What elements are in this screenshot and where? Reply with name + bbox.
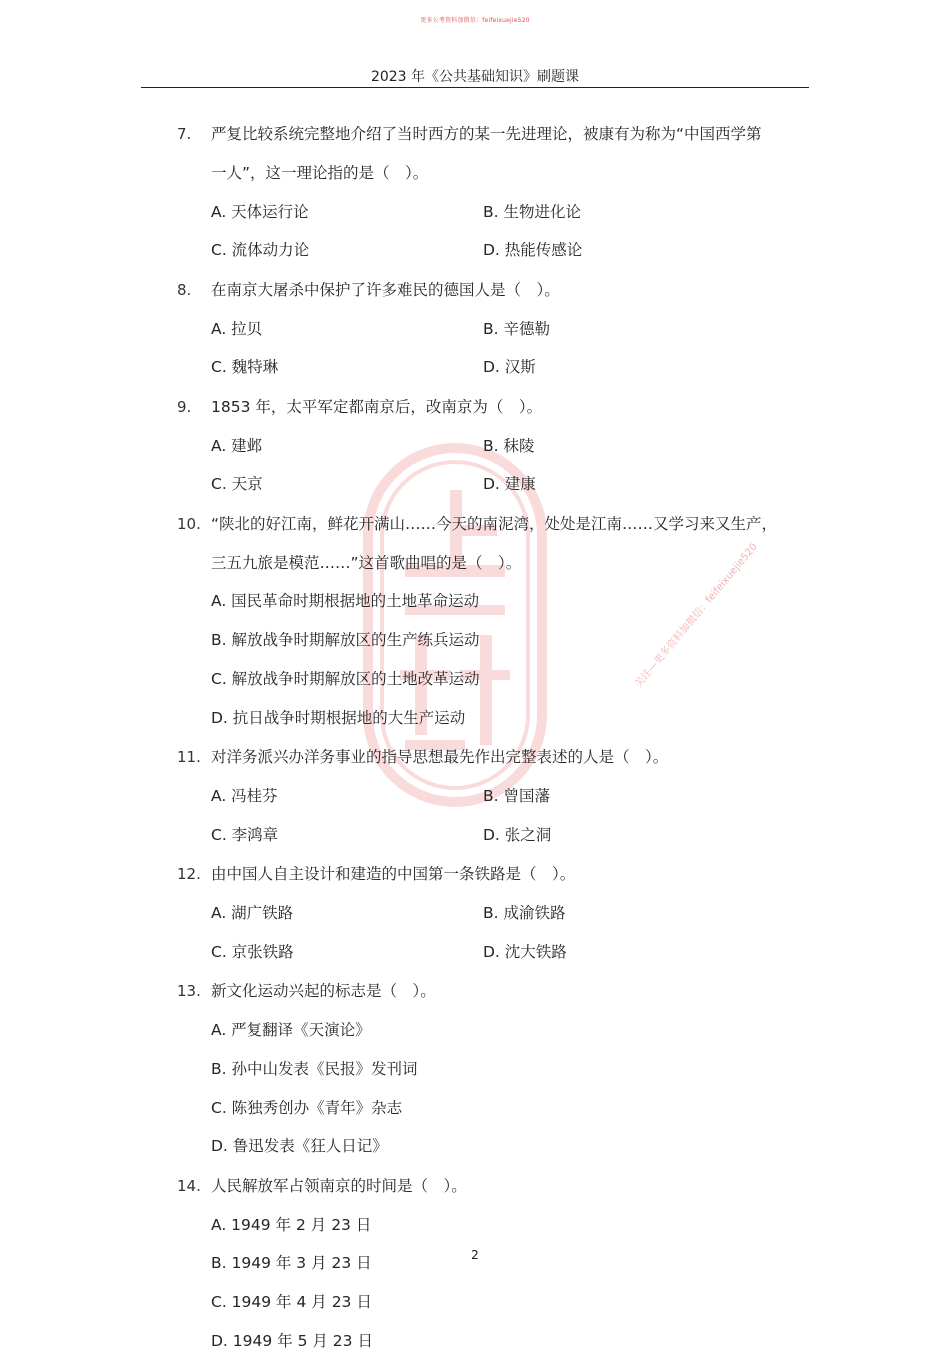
answer-option: A. 国民革命时期根据地的土地革命运动 [211, 592, 480, 611]
answer-option: C. 魏特琳 [211, 358, 279, 377]
question-text: 由中国人自主设计和建造的中国第一条铁路是（ ）。 [211, 865, 576, 884]
answer-option: A. 天体运行论 [211, 202, 309, 221]
answer-option: B. 辛德勒 [483, 319, 550, 338]
question-text: 一人”，这一理论指的是（ ）。 [211, 163, 429, 182]
answer-option: D. 张之洞 [483, 825, 552, 844]
page-number: 2 [471, 1248, 479, 1262]
question-text: 人民解放军占领南京的时间是（ ）。 [211, 1176, 467, 1195]
answer-option: B. 1949 年 3 月 23 日 [211, 1254, 372, 1273]
answer-option: A. 严复翻译《天演论》 [211, 1021, 371, 1039]
answer-option: D. 沈大铁路 [483, 942, 567, 961]
answer-option: B. 生物进化论 [483, 202, 581, 221]
answer-option: C. 流体动力论 [211, 241, 310, 260]
page-header: 2023 年《公共基础知识》刷题课 [370, 69, 580, 85]
answer-option: D. 鲁迅发表《狂人日记》 [211, 1137, 388, 1156]
question-number: 14. [177, 1176, 201, 1195]
answer-option: B. 曾国藩 [483, 787, 550, 805]
answer-option: C. 解放战争时期解放区的土地改革运动 [211, 670, 480, 688]
answer-option: D. 建康 [483, 475, 536, 494]
question-text: 对洋务派兴办洋务事业的指导思想最先作出完整表述的人是（ ）。 [211, 748, 669, 767]
answer-option: C. 陈独秀创办《青年》杂志 [211, 1098, 403, 1117]
question-number: 12. [177, 865, 201, 884]
watermark-text: 关注—更多资料加微信：feifeixuejie520 [633, 541, 760, 690]
answer-option: D. 1949 年 5 月 23 日 [211, 1332, 373, 1350]
answer-option: C. 李鸿章 [211, 825, 279, 844]
question-text: 严复比较系统完整地介绍了当时西方的某一先进理论，被康有为称为“中国西学第 [211, 125, 762, 143]
answer-option: B. 解放战争时期解放区的生产练兵运动 [211, 631, 480, 650]
answer-option: D. 汉斯 [483, 358, 536, 377]
answer-option: C. 天京 [211, 475, 263, 494]
answer-option: D. 热能传感论 [483, 241, 583, 260]
answer-option: D. 抗日战争时期根据地的大生产运动 [211, 708, 466, 727]
answer-option: B. 成渝铁路 [483, 904, 566, 922]
answer-option: C. 1949 年 4 月 23 日 [211, 1293, 372, 1312]
question-number: 8. [177, 280, 192, 299]
answer-option: A. 建邺 [211, 436, 263, 455]
answer-option: B. 孙中山发表《民报》发刊词 [211, 1059, 418, 1078]
answer-option: A. 冯桂芬 [211, 787, 278, 805]
question-text: 三五九旅是模范……”这首歌曲唱的是（ ）。 [211, 553, 522, 572]
answer-option: B. 秣陵 [483, 436, 535, 455]
question-number: 11. [177, 748, 201, 767]
question-text: 在南京大屠杀中保护了许多难民的德国人是（ ）。 [211, 280, 560, 299]
question-number: 13. [177, 982, 201, 1001]
question-text: 新文化运动兴起的标志是（ ）。 [211, 982, 436, 1001]
question-text: “陕北的好江南，鲜花开满山……今天的南泥湾，处处是江南……又学习来又生产， [211, 514, 778, 533]
answer-option: A. 拉贝 [211, 319, 263, 338]
header-rule [141, 87, 809, 88]
question-number: 10. [177, 514, 201, 533]
question-number: 9. [177, 397, 192, 416]
top-note: 更多公考资料加微信：feifeixuejie520 [420, 17, 530, 24]
answer-option: A. 1949 年 2 月 23 日 [211, 1215, 372, 1234]
question-number: 7. [177, 125, 192, 143]
answer-option: C. 京张铁路 [211, 942, 294, 961]
question-text: 1853 年，太平军定都南京后，改南京为（ ）。 [211, 397, 543, 416]
answer-option: A. 湖广铁路 [211, 904, 294, 922]
